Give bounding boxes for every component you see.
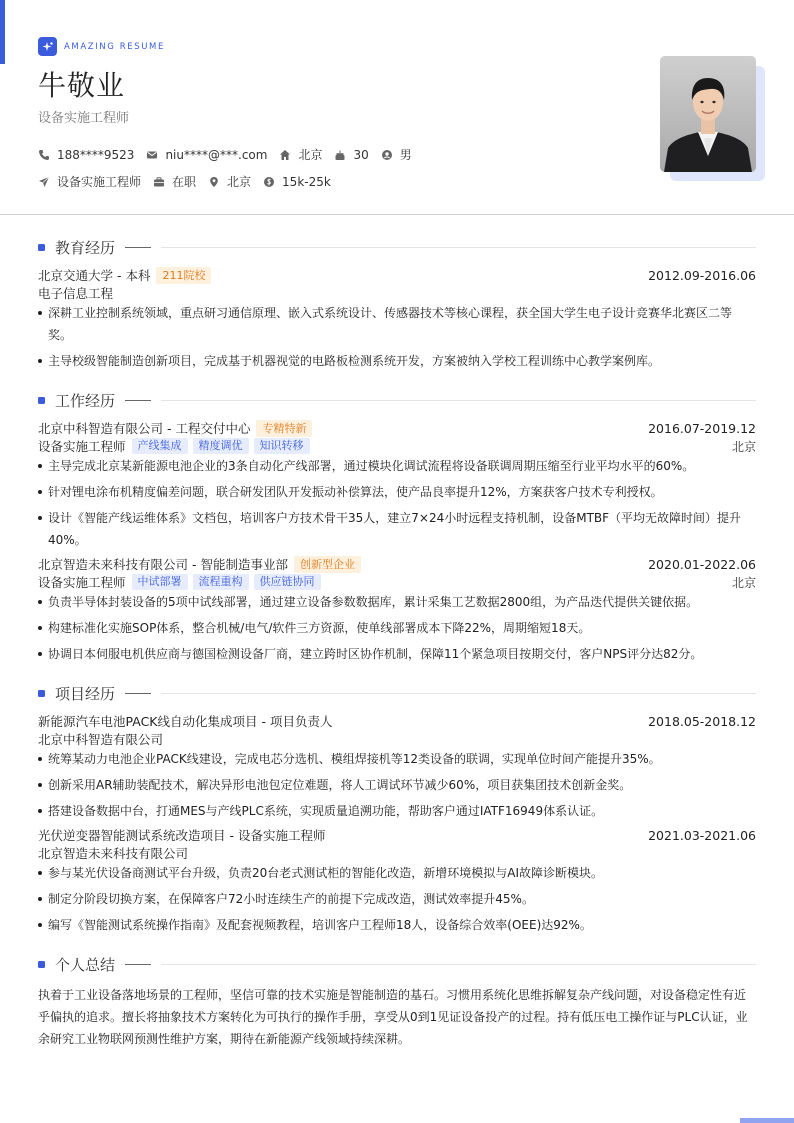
project-head	[38, 826, 756, 844]
section-education-header	[38, 237, 756, 257]
project-item	[38, 712, 756, 826]
bottom-accent-bar	[740, 1118, 794, 1123]
summary-text: 执着于工业设备落地场景的工程师，坚信可靠的技术实施是智能制造的基石。习惯用系统化思维拆解复杂产线问题，对设备稳定性有近乎偏执的追求。擅长将抽象技术方案转化为可执行的操作手册，享受从0到1见证设备投产的过程。持有低压电工操作证与PLC认证，业余研究工业物联网预测性维护方案，期待在新能源产线领域持续深耕。	[38, 988, 748, 1046]
briefcase-icon	[153, 176, 165, 188]
project-company: 北京中科智造有限公司	[38, 732, 164, 747]
section-rule	[161, 400, 756, 401]
section-projects-header	[38, 683, 756, 703]
list-item: 设计《智能产线运维体系》文档包，培训客户方技术骨干35人，建立7×24小时远程支持机制，设备MTBF（平均无故障时间）提升40%。	[38, 507, 743, 551]
section-dash	[125, 247, 151, 248]
skill-tag: 中试部署	[132, 574, 188, 590]
section-summary-header	[38, 954, 756, 974]
gender-icon	[381, 149, 393, 161]
section-title: 教育经历	[55, 238, 116, 257]
education-head	[38, 266, 756, 284]
candidate-title: 设备实施工程师	[38, 111, 130, 126]
section-title: 项目经历	[55, 684, 116, 703]
work-role-line	[38, 437, 756, 455]
home-icon	[279, 149, 291, 161]
cake-icon	[334, 149, 346, 161]
section-rule	[161, 693, 756, 694]
list-item: 协调日本伺服电机供应商与德国检测设备厂商，建立跨时区协作机制，保障11个紧急项目按期交付，客户NPS评分达82分。	[38, 643, 756, 665]
section-dash	[125, 964, 151, 965]
project-date: 2018.05-2018.12	[648, 713, 756, 729]
project-name: 新能源汽车电池PACK线自动化集成项目 - 项目负责人	[38, 714, 333, 729]
work-item	[38, 419, 756, 555]
school-tag: 211院校	[156, 267, 211, 284]
project-company-line	[38, 844, 756, 862]
role: 设备实施工程师	[38, 439, 126, 454]
project-item	[38, 826, 756, 940]
work-date: 2020.01-2022.06	[648, 556, 756, 572]
major: 电子信息工程	[38, 286, 114, 301]
profile-photo	[660, 56, 756, 172]
section-title: 个人总结	[55, 955, 116, 974]
skill-tag: 流程重构	[193, 574, 249, 590]
work-bullets	[38, 455, 743, 551]
section-rule	[161, 964, 756, 965]
school-name: 北京交通大学 - 本科	[38, 268, 151, 283]
list-item: 针对锂电涂布机精度偏差问题，联合研发团队开发振动补偿算法，使产品良率提升12%，方案获客户技术专利授权。	[38, 481, 743, 503]
work-location: 北京	[731, 575, 756, 590]
project-bullets	[38, 748, 756, 822]
contact-age	[334, 148, 368, 162]
sparkle-icon	[38, 37, 57, 56]
intention-salary	[263, 175, 331, 189]
list-item: 主导校级智能制造创新项目，完成基于机器视觉的电路板检测系统开发，方案被纳入学校工程训练中心教学案例库。	[38, 350, 738, 372]
mail-icon	[146, 149, 158, 161]
contact-gender	[381, 146, 412, 163]
section-work-header	[38, 390, 756, 410]
work-location: 北京	[731, 439, 756, 454]
intention-city	[208, 173, 251, 190]
section-rule	[161, 247, 756, 248]
project-head	[38, 712, 756, 730]
list-item: 统筹某动力电池企业PACK线建设，完成电芯分选机、模组焊接机等12类设备的联调，实现单位时间产能提升35%。	[38, 748, 756, 770]
intention-status-text: 在职	[172, 175, 197, 189]
intention-position-text: 设备实施工程师	[57, 175, 142, 189]
header-divider	[0, 214, 794, 215]
education-bullets	[38, 302, 738, 372]
work-role-line	[38, 573, 756, 591]
list-item: 制定分阶段切换方案，在保障客户72小时连续生产的前提下完成改造，测试效率提升45%。	[38, 888, 756, 910]
section-marker-icon	[38, 961, 45, 968]
list-item: 负责半导体封装设备的5项中试线部署，通过建立设备参数数据库，累计采集工艺数据2800组，为产品迭代提供关键依据。	[38, 591, 756, 613]
brand-text: AMAZING RESUME	[64, 41, 165, 52]
project-company-line	[38, 730, 756, 748]
section-marker-icon	[38, 690, 45, 697]
work-date: 2016.07-2019.12	[648, 420, 756, 436]
contact-residence	[279, 146, 322, 163]
contact-residence-text: 北京	[298, 148, 323, 162]
project-name: 光伏逆变器智能测试系统改造项目 - 设备实施工程师	[38, 828, 326, 843]
send-icon	[38, 176, 50, 188]
project-date: 2021.03-2021.06	[648, 827, 756, 843]
company-tag: 专精特新	[256, 420, 312, 437]
contact-gender-text: 男	[399, 148, 412, 162]
list-item: 搭建设备数据中台，打通MES与产线PLC系统，实现质量追溯功能，帮助客户通过IATF16949体系认证。	[38, 800, 756, 822]
project-bullets	[38, 862, 756, 936]
salary-icon	[263, 176, 275, 188]
contact-email	[146, 148, 267, 162]
company-tag: 创新型企业	[294, 556, 361, 573]
company-name: 北京智造未来科技有限公司 - 智能制造事业部	[38, 557, 288, 572]
work-head	[38, 555, 756, 573]
intention-position	[38, 173, 141, 190]
section-marker-icon	[38, 244, 45, 251]
list-item: 深耕工业控制系统领域，重点研习通信原理、嵌入式系统设计、传感器技术等核心课程，获全国大学生电子设计竞赛华北赛区二等奖。	[38, 302, 738, 346]
skill-tag: 知识转移	[254, 438, 310, 454]
list-item: 创新采用AR辅助装配技术，解决异形电池包定位难题，将人工调试环节减少60%，项目获集团技术创新金奖。	[38, 774, 756, 796]
skill-tag: 供应链协同	[254, 574, 321, 590]
section-dash	[125, 693, 151, 694]
left-accent-bar	[0, 0, 5, 64]
role: 设备实施工程师	[38, 575, 126, 590]
skill-tag: 产线集成	[132, 438, 188, 454]
contact-phone-text: 188****9523	[57, 147, 135, 162]
intention-status	[153, 173, 196, 190]
work-item	[38, 555, 756, 669]
contact-row	[38, 146, 424, 163]
company-name: 北京中科智造有限公司 - 工程交付中心	[38, 421, 251, 436]
contact-email-text: niu****@***.com	[165, 147, 268, 162]
education-date: 2012.09-2016.06	[648, 267, 756, 283]
section-marker-icon	[38, 397, 45, 404]
project-company: 北京智造未来科技有限公司	[38, 846, 189, 861]
contact-age-text: 30	[353, 147, 369, 162]
work-bullets	[38, 591, 756, 665]
education-major-line	[38, 284, 756, 302]
list-item: 构建标准化实施SOP体系，整合机械/电气/软件三方资源，使单线部署成本下降22%，周期缩短18天。	[38, 617, 756, 639]
candidate-name: 牛敬业	[38, 69, 126, 102]
work-head	[38, 419, 756, 437]
contact-phone	[38, 148, 134, 162]
intention-row	[38, 173, 343, 190]
section-dash	[125, 400, 151, 401]
location-icon	[208, 176, 220, 188]
intention-city-text: 北京	[227, 175, 252, 189]
list-item: 参与某光伏设备商测试平台升级，负责20台老式测试柜的智能化改造，新增环境模拟与AI故障诊断模块。	[38, 862, 756, 884]
skill-tag: 精度调优	[193, 438, 249, 454]
section-title: 工作经历	[55, 391, 116, 410]
phone-icon	[38, 149, 50, 161]
intention-salary-text: 15k-25k	[282, 174, 331, 189]
brand	[38, 37, 165, 56]
education-item	[38, 266, 756, 376]
list-item: 主导完成北京某新能源电池企业的3条自动化产线部署，通过模块化调试流程将设备联调周期压缩至行业平均水平的60%。	[38, 455, 743, 477]
list-item: 编写《智能测试系统操作指南》及配套视频教程，培训客户工程师18人，设备综合效率(OEE)达92%。	[38, 914, 756, 936]
